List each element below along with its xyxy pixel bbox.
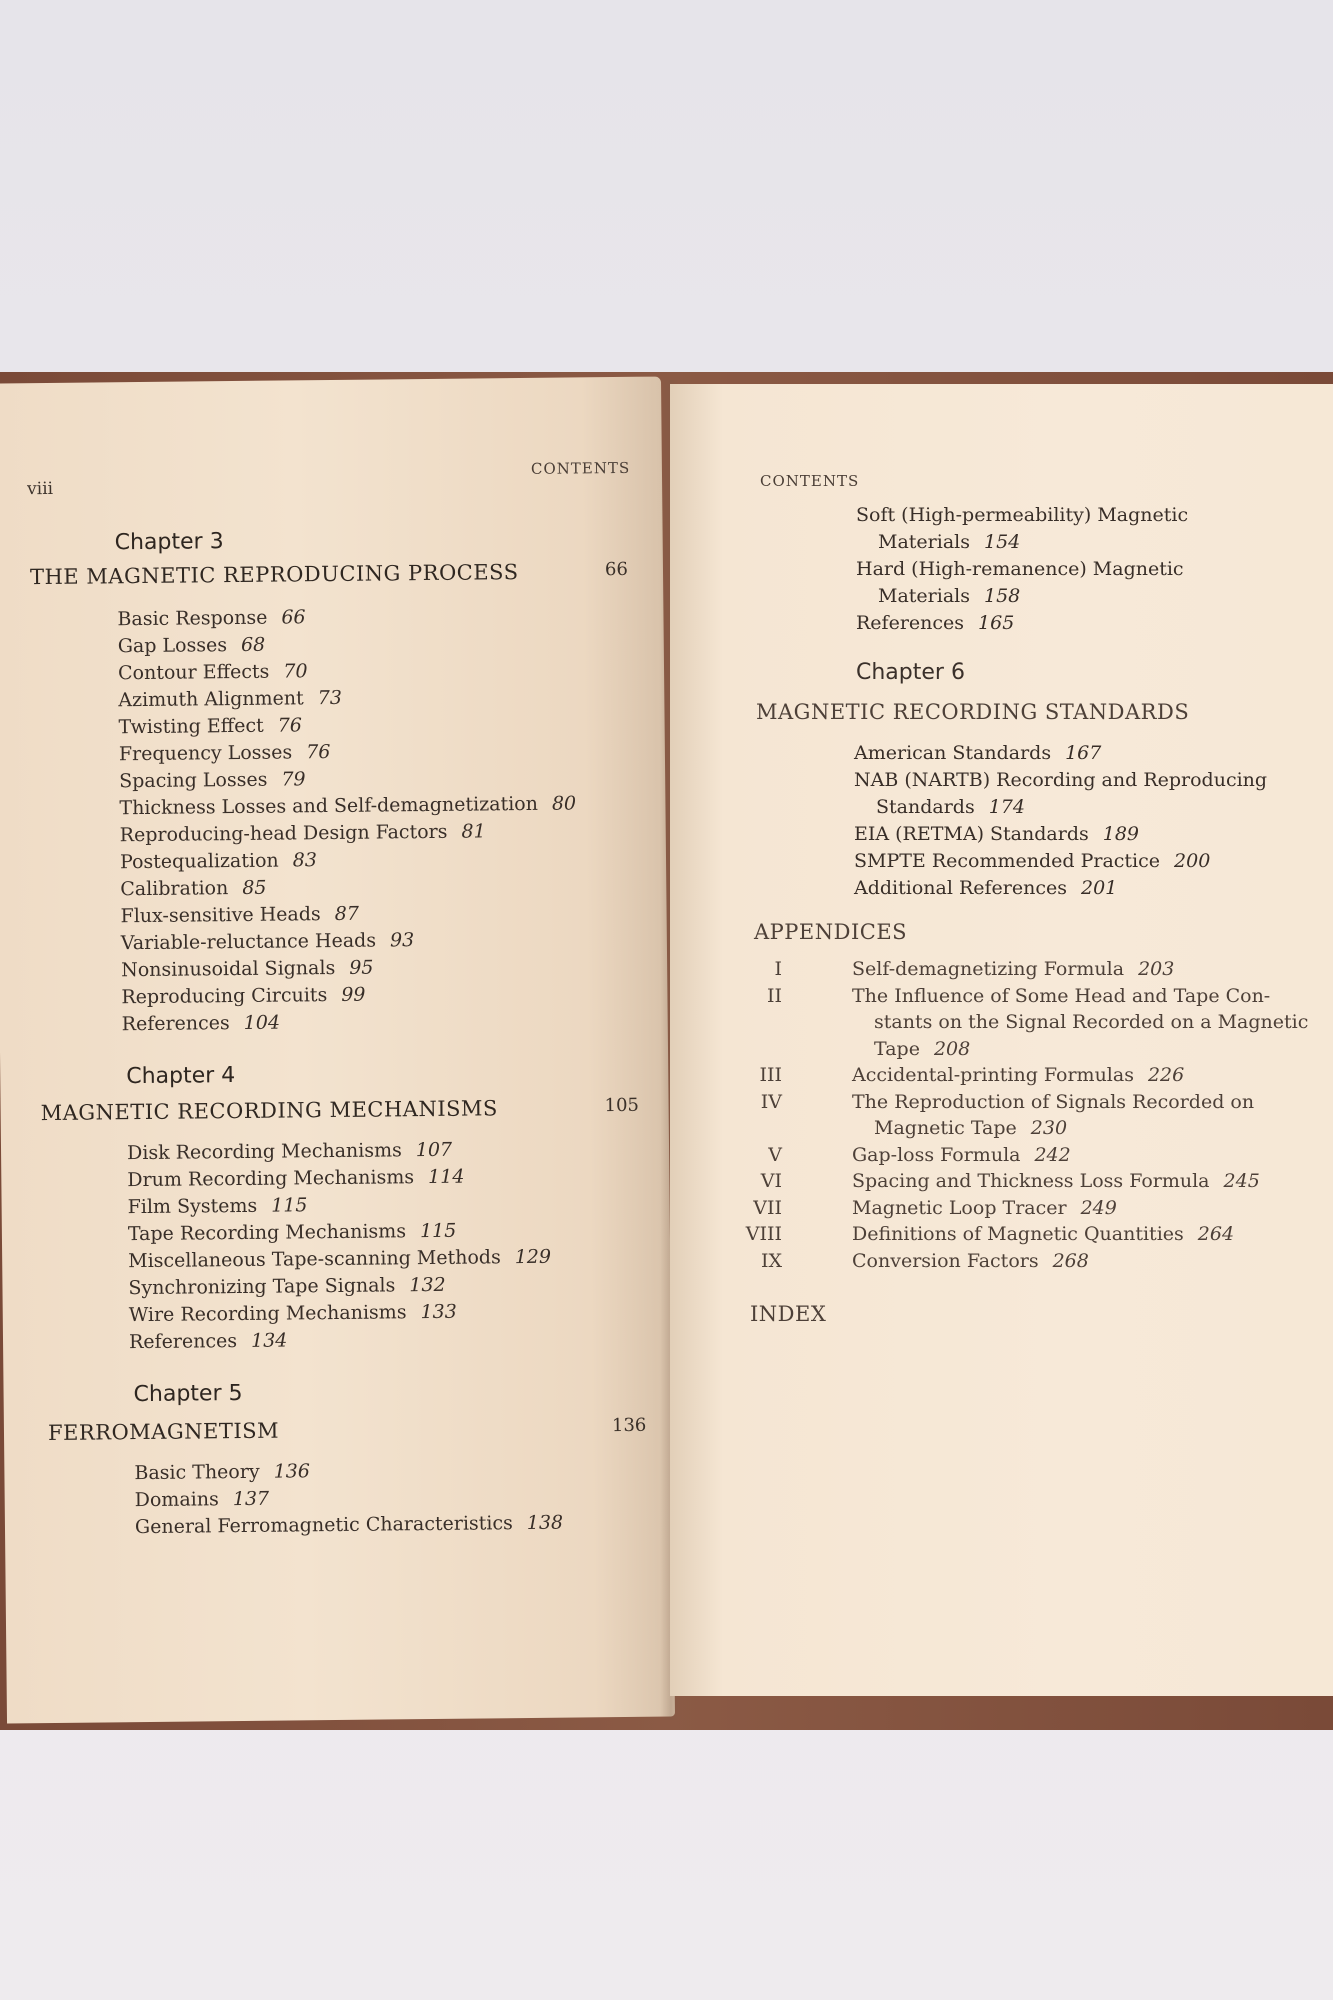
toc-entry-page: 66 [281,606,306,629]
appendix-page: 230 [1030,1117,1068,1139]
toc-entry [854,875,1267,902]
toc-entry [119,790,576,822]
toc-entry-page: 201 [1080,877,1118,899]
index-label: INDEX [750,1302,827,1326]
appendix-line [852,1142,1071,1169]
appendix-line [852,956,1174,983]
chapter-3-label: Chapter 3 [114,529,224,556]
chapter-6-entries [854,740,1267,902]
toc-entry-title: Drum Recording Mechanisms [127,1166,415,1192]
toc-entry-title: Frequency Losses [118,741,293,766]
appendix-number: IX [760,1249,782,1272]
appendix-number: VII [753,1196,782,1219]
toc-entry-line: Standards [876,796,975,818]
toc-entry-page: 76 [306,741,331,764]
chapter-4-page: 105 [604,1094,640,1117]
chapter-3-entries [117,601,578,1038]
toc-entry-continuation [856,529,1188,556]
toc-entry-page: 136 [273,1460,311,1483]
toc-entry-page: 154 [983,531,1021,553]
toc-entry-title: Variable-reluctance Heads [120,929,377,955]
toc-entry-title: Wire Recording Mechanisms [128,1301,407,1327]
toc-entry-title: References [121,1012,230,1036]
appendices-title: APPENDICES [754,920,908,944]
toc-entry-continuation [856,583,1188,610]
toc-entry-line: American Standards [854,742,1052,764]
appendix-number: IV [760,1090,782,1113]
toc-entry-page: 68 [240,633,266,656]
toc-entry [128,1244,551,1275]
toc-entry-page: 158 [983,585,1021,607]
appendix-title: Definitions of Magnetic Quantities [852,1223,1184,1245]
toc-entry-title: Disk Recording Mechanisms [126,1139,402,1165]
appendix-number: III [759,1064,782,1086]
toc-entry-title: Tape Recording Mechanisms [127,1220,407,1246]
toc-entry-line: NAB (NARTB) Recording and Reproducing [854,769,1268,791]
toc-entry-page: 133 [420,1300,457,1324]
toc-entry [856,502,1188,556]
toc-entry-page: 80 [551,792,577,815]
toc-entry-line: Materials [878,585,970,607]
toc-entry-page: 73 [317,686,343,710]
appendix-page: 264 [1197,1223,1235,1245]
appendix-title: Conversion Factors [852,1249,1039,1272]
chapter-5-title: FERROMAGNETISM [47,1418,280,1446]
toc-entry-title: Reproducing-head Design Factors [119,820,448,847]
appendix-line [852,1195,1117,1222]
toc-entry-page: 85 [242,876,267,899]
toc-entry [854,767,1267,821]
chapter-6-label: Chapter 6 [856,660,965,685]
toc-entry-line: Materials [878,531,970,553]
toc-entry-page: 83 [292,849,318,872]
toc-entry [135,1510,563,1541]
toc-entry-page: 81 [461,820,486,843]
folio-number: viii [27,478,54,500]
toc-entry-title: Reproducing Circuits [121,984,328,1009]
appendix-title: Spacing and Thickness Loss Formula [852,1170,1210,1192]
appendix-line [874,1115,1067,1142]
chapter-4-label: Chapter 4 [126,1063,236,1090]
toc-entry-title: Azimuth Alignment [118,687,304,712]
appendix-page: 249 [1080,1196,1117,1219]
appendix-line [852,1248,1089,1275]
toc-entry-title: Postequalization [119,849,279,874]
toc-entry-page: 114 [427,1165,465,1189]
toc-entry-title: Miscellaneous Tape-scanning Methods [128,1246,501,1273]
appendix-line [852,1089,1254,1116]
toc-entry-title: Flux-sensitive Heads [120,903,321,928]
toc-entry-title: Thickness Losses and Self-demagnetization [119,792,539,820]
toc-entry-page: 165 [978,612,1015,634]
toc-entry-page: 189 [1102,823,1139,845]
appendix-page: 226 [1147,1064,1185,1086]
toc-entry-page: 79 [281,768,306,791]
appendix-title: Gap-loss Formula [852,1143,1021,1166]
toc-entry-page: 138 [526,1511,564,1535]
toc-entry-line: References [856,612,965,634]
chapter-5-entries [134,1456,563,1541]
toc-entry-page: 104 [243,1011,281,1034]
appendix-title: stants on the Signal Recorded on a Magnetic [874,1011,1309,1033]
toc-entry-title: References [128,1330,238,1354]
continued-entries [856,502,1188,637]
toc-entry-page: 99 [341,983,366,1006]
toc-entry-page: 134 [250,1329,288,1352]
appendix-page: 203 [1138,958,1175,980]
toc-entry-page: 129 [514,1245,552,1269]
toc-entry-page: 167 [1065,742,1102,764]
toc-entry [854,848,1267,875]
toc-entry [856,610,1188,637]
toc-entry-title: Domains [134,1488,219,1512]
appendix-line [852,983,1270,1010]
appendix-title: The Reproduction of Signals Recorded on [852,1090,1255,1113]
appendix-line [852,1221,1234,1248]
toc-entry-line: Hard (High-remanence) Magnetic [856,558,1184,580]
appendix-page: 245 [1223,1170,1260,1192]
appendix-title: Accidental-printing Formulas [852,1064,1134,1086]
toc-entry-title: Nonsinusoidal Signals [121,956,336,982]
appendix-number: VI [760,1170,782,1192]
toc-entry-title: General Ferromagnetic Characteristics [134,1512,513,1539]
chapter-5-page: 136 [611,1414,647,1437]
toc-entry-page: 115 [419,1219,457,1243]
appendix-line [874,1009,1308,1036]
toc-entry-title: Basic Theory [134,1460,260,1485]
toc-entry [856,556,1188,610]
appendix-title: The Influence of Some Head and Tape Con- [852,984,1271,1007]
toc-entry-page: 200 [1174,850,1211,872]
toc-entry-line: SMPTE Recommended Practice [854,850,1161,872]
toc-entry-page: 137 [232,1487,270,1511]
appendix-title: Self-demagnetizing Formula [852,958,1125,980]
appendix-number: V [768,1143,782,1166]
appendix-title: Magnetic Tape [874,1117,1017,1139]
chapter-3-title: THE MAGNETIC REPRODUCING PROCESS [29,560,519,590]
chapter-4-title: MAGNETIC RECORDING MECHANISMS [40,1096,498,1126]
toc-entry-page: 107 [415,1138,453,1162]
appendix-line [852,1168,1260,1195]
toc-entry-page: 174 [988,796,1025,818]
toc-entry-title: Gap Losses [117,634,228,658]
appendix-number: I [774,958,782,980]
appendix-page: 242 [1034,1143,1071,1166]
toc-entry [854,821,1267,848]
toc-entry-title: Film Systems [127,1194,258,1219]
toc-entry-page: 132 [409,1273,446,1297]
toc-entry-line: EIA (RETMA) Standards [854,823,1089,845]
toc-entry-title: Basic Response [117,606,268,631]
toc-entry [122,1006,579,1038]
appendices-list [670,956,1333,1276]
toc-entry-title: Contour Effects [117,660,270,685]
chapter-3-page: 66 [604,558,628,581]
toc-entry [854,740,1267,767]
appendix-line [852,1062,1184,1089]
toc-entry-title: Twisting Effect [118,714,264,739]
appendix-page: 208 [933,1037,971,1060]
toc-entry-page: 87 [334,902,360,925]
chapter-5-label: Chapter 5 [133,1380,243,1408]
right-page [670,384,1333,1696]
toc-entry-line: Soft (High-permeability) Magnetic [856,504,1189,526]
toc-entry-title: Calibration [120,877,229,901]
toc-entry-line: Additional References [854,877,1067,899]
toc-entry-continuation [854,794,1267,821]
toc-entry [129,1325,552,1356]
toc-entry-page: 95 [349,956,374,979]
appendix-page: 268 [1052,1249,1089,1272]
chapter-4-entries [127,1136,552,1356]
appendix-number: VIII [745,1223,782,1245]
appendix-line [874,1036,970,1063]
toc-entry-page: 115 [271,1194,308,1217]
appendix-number: II [766,984,782,1007]
toc-entry-page: 76 [277,714,303,737]
appendix-title: Magnetic Loop Tracer [852,1196,1067,1219]
running-head-left: CONTENTS [530,458,631,478]
running-head-right: CONTENTS [760,472,860,490]
toc-entry-title: Spacing Losses [119,768,268,793]
toc-entry-page: 93 [389,929,415,952]
left-page [0,377,675,1724]
appendix-title: Tape [874,1037,920,1060]
toc-entry-title: Synchronizing Tape Signals [128,1274,396,1300]
toc-entry-page: 70 [283,660,308,683]
chapter-6-title: MAGNETIC RECORDING STANDARDS [756,700,1190,724]
